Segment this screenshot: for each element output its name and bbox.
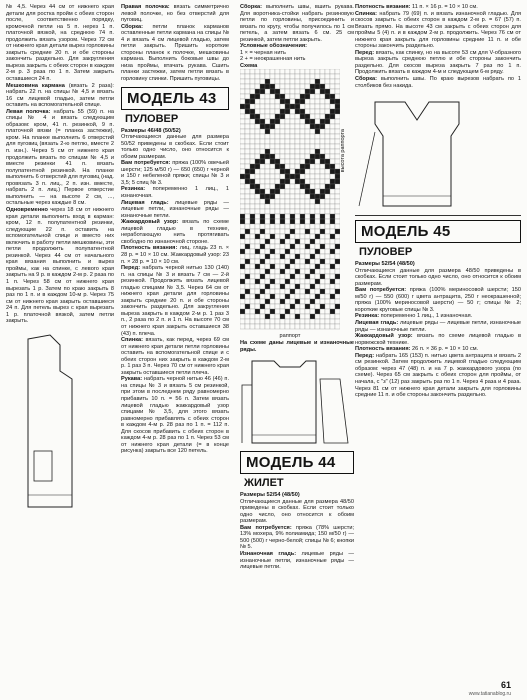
column-3 xyxy=(240,4,354,694)
col4-heading: Сборка: xyxy=(355,76,378,83)
column-2 xyxy=(121,4,229,694)
col3-text: выполнить швы, вшить рукава. Для воротника-стойки набрать резиновую петли по горловины, присоединить и вязать по кругу, чтобы получилось по 1 см петель, а затем вязать 6 см. 25 см резинкой, затем петли закрыть. xyxy=(240,4,354,43)
model-45-title: МОДЕЛЬ 45 xyxy=(355,220,521,243)
col4-heading: Жаккардовый узор: xyxy=(355,333,413,340)
col4-heading: Спинка: xyxy=(355,10,378,17)
col4-text: лицевые ряды — лицевые петли, изнаночные ряды — изнаночные петли. xyxy=(355,320,521,333)
model-44-subtitle: ЖИЛЕТ xyxy=(244,477,284,490)
col1-text: (вязать 2 раза): набрать 22 п. на спицы № 4,5 и вязать 16 см лицевой гладью, затем петли оставить на вспомогательной спице. xyxy=(6,82,114,109)
col2-text: лиц. гладь 23 п. × 28 р. = 10 × 10 см. Жаккардовый узор: 23 п. × 28 р. = 10 × 10 см. xyxy=(121,245,229,265)
col4-text: набрать 165 (153) п. нитью цвета антрацита и вязать 2 см резинкой. Затем продолжить лицевой гладью следующим образом: через 47 (48) п. и на 7 р. жаккардового узора (по схеме). Через 65 см закрыть с обеих сторон для проймы, от начала, с "з" (12) раз закрыть раз по 1 п. Через 4 раза и 4 раза. Через 81 см от нижнего края детали закрыть для горловины средние 11 п. и обе стороны закончить раздельно. xyxy=(355,352,521,399)
model-45-subtitle: ПУЛОВЕР xyxy=(359,246,413,259)
col4-text: Отличающиеся данные для размера 48/50 приведены в скобках. Если стоит только одно число, оно относится к обоим размерам. xyxy=(355,267,521,287)
col2-heading: Перед: xyxy=(121,265,141,272)
col2-text: лицевые ряды — лицевые петли, изнаночные ряды — изнаночные петли. xyxy=(121,199,229,219)
pattern-sketch-sweater xyxy=(240,355,350,447)
col4-heading: Плотность вязания: xyxy=(355,346,411,353)
col2-heading: Лицевая гладь: xyxy=(121,199,169,206)
col1-text: набрать 55 (59) п. на спицы № 4 и вязать следующим образом: кром, 41 п. резинкой, 9 п. платочной вязки (= планка застежки), кром. На планке выполнить 6 отверстий для пуговиц (вязать 2-ю петлю, вместе 2 п. изн.). Через 5 см от нижнего края продолжить вязать по спицам № 4,5 и вместе резинки 41 п. вязать полупатентной резинкой. На планке выполнить 6 отверстий для пуговиц (над. провязать 3 п. лиц., 2 п. изн. вместе, набрать 2 п. лиц.) Первое отверстие выполнить — на высоте 2 см, ..., остальные через каждые 8 см. xyxy=(6,108,114,207)
col1-text: через 18 см от нижнего края детали выполнить вход в карман: кром, 12 п. полупатентной резинки, следующие 22 п. оставить на вспомогательной спице и вместо них включить в работу петли мешковины, эти петли продолжить полупатентной резинкой. Через 44 см от начального края вязания выполнить и вырез проймы, как на спинке, с левого края закрыть на 9 р. в каждом 2-м р. 2 раза по 1 п. Через 58 см от нижнего края вырезать 1 р. Затем по краю закрыть 8 раз по 1 п. и в каждом 10-м р. Через 75 см от нижнего края закрыть оставшиеся 24 п. Для петель вырез с края вырезать 1 р. платочной вязкой, затем петли закрыть. xyxy=(6,206,114,325)
legend-title: Условные обозначения: xyxy=(240,43,308,50)
col2-text: вязать, как перед, через 69 см от нижнего края детали петли горловины оставить на вспомогательной спице и с обеих сторон них закрыть в каждом 2-м р. 1 раз 3 п. Через 70 см от нижнего края закрыть оставшиеся петли плеча. xyxy=(121,337,229,376)
col2-text: набрать черной нитью 46 (46) п. на спицы № 3 и вязать 5 см резинкой, при этом в последнем ряду равномерно прибавить 10 п. = 56 п. Затем вязать лицевой гладью жаккардовый узор спицами № 3,5, для этого вязать равномерно прибавлять с обеих сторон в каждом 4-м р. 28 раз по 1 п. = 112 п. Для скосов прибавить с обеих сторон в каждом 4-м р. 28 раз по 1 п. Через 53 см от нижнего края детали (= в конце рисунка) закрыть все 120 петель. xyxy=(121,376,229,455)
col4-heading: Резинка: xyxy=(355,313,380,320)
col2-text: Отличающиеся данные для размера 50/52 приведены в скобках. Если стоит только одно число, оно относится к обоим размерам. xyxy=(121,134,229,160)
knit-chart xyxy=(240,69,340,331)
col2-heading: Плотность вязания: xyxy=(121,245,178,252)
rapport-horizontal-label: раппорт xyxy=(279,333,301,340)
knit-chart-wrap xyxy=(240,69,354,337)
col1-heading: Левая полочка: xyxy=(6,108,51,115)
col4-text: выполнить швы. По краю вырезов набрать по 1 столбиков без накида. xyxy=(355,76,521,89)
legend-black: 1 × = черная нить xyxy=(240,49,286,56)
site-watermark: www.tatianablog.ru xyxy=(468,691,511,697)
col4-heading: Вам потребуется: xyxy=(355,287,407,294)
col1-heading: Мешковина кармана xyxy=(6,82,65,89)
col3-text: Отличающиеся данные для размера 48/50 приведены в скобках. Если стоит только одно число, оно относится к обоим размерам. xyxy=(240,498,354,525)
col3-heading: Вам потребуется: xyxy=(240,524,292,531)
column-4 xyxy=(355,4,521,694)
col4-text: вязать по схеме лицевой гладью в норвежской технике. xyxy=(355,333,521,346)
col3-text: пряжа (78% шерсти; 13% мохера, 9% полиамида; 150 м/50 г) — 500 (500) г черно-белой; спицы № 6; кнопки № 5. xyxy=(240,524,354,551)
col4-text: 11 п. × 16 р. = 10 × 10 см. xyxy=(412,4,478,10)
legend-natural: 2 + = неокрашенная нить xyxy=(240,56,306,63)
col3-text: лицевые ряды — изнаночные петли, изнаночные ряды — лицевые петли. xyxy=(240,551,354,571)
model-43-title: МОДЕЛЬ 43 xyxy=(121,87,229,110)
divider xyxy=(355,215,521,216)
col4-heading: Перед: xyxy=(355,49,375,56)
page-number: 61 xyxy=(500,680,511,690)
knit-chart-grid xyxy=(240,69,340,329)
col4-text: пряжа (100% мериносовой шерсти; 150 м/50 г) — 550 (600) г цвета антрацита, 250 г неокрашенной; пряжа (100% мериносовой шерсти) — 50 г; спицы № 2; короткие круговые спицы № 3. xyxy=(355,287,521,313)
col4-heading: Плотность вязания: xyxy=(355,4,411,10)
col2-text: попеременно 1 лиц., 1 изнаночная. xyxy=(121,186,229,200)
col2-text: пряжа (100% овечьей шерсти; 125 м/50 г) — 650 (650) г черной и 150 г небеленой пряжи; спицы № 3 и 3,5; 5 спиц № 3. xyxy=(121,160,229,186)
col3-heading: Сборка: xyxy=(240,4,263,10)
col2-heading: Сборка: xyxy=(121,23,144,30)
col4-text: вязать, как спинку, но на высоте 53 см для V-образного выреза закрыть среднюю петлю и обе стороны закончить раздельно. Для скосов выреза закрыть 7 раз по 1 п. Продолжить вязать в каждом 4-м и следующем 6-м ряду. xyxy=(355,49,521,76)
chart-caption: На схеме даны лицевые и изнаночные ряды. xyxy=(240,340,354,353)
col2-text: вязать по схеме лицевой гладью в технике, неработающую нить протягивать свободно по изнаночной стороне. xyxy=(121,219,229,245)
col2-text: набрать черной нитью 130 (140) п. на спицы № 3 и вязать 7 см — 2-й резинкой. Продолжить вязать лицевой гладью спицами № 3,5. Через 64 см от нижнего края детали для горловины закрыть средние 20 п. и обе стороны закончить раздельно. Для закругления выреза закрыть в каждом 2-м р. 1 раз 3 п., 2 раза по 2 п. и 1 п. На высоте 70 см от нижнего края закрыть оставшиеся 38 (43) п. плеча. xyxy=(121,265,229,337)
col4-text: 26 п. × 36 р. = 10 × 10 см. xyxy=(412,346,479,353)
col2-text: петли планок карманов оставленные петли кармана на спицы № 4 и вязать 4 см лицевой гладью, затем петли закрыть. Пришить короткие стороны планок к полочке, мешковины кармана. Выполнить боковые швы до низа проймы, втачать рукава. Сшить планки застежки, затем петли вязать в горловину спинки. Пришить пуговицы. xyxy=(121,23,229,83)
col2-heading: Резинка: xyxy=(121,186,146,193)
rapport-vertical-label: высота раппорта xyxy=(340,129,346,173)
chart-title: Схема xyxy=(240,62,258,69)
col3-heading: Изнаночная гладь: xyxy=(240,551,297,558)
model-43-sizes: Размеры 46/48 (50/52) xyxy=(121,127,181,134)
col2-heading: Вам потребуется: xyxy=(121,160,171,167)
model-44-sizes: Размеры 52/54 (48/50) xyxy=(240,492,300,499)
column-1 xyxy=(6,4,114,694)
col4-heading: Лицевая гладь: xyxy=(355,320,399,327)
pattern-sketch-left-front xyxy=(20,331,90,511)
model-44-title: МОДЕЛЬ 44 xyxy=(240,451,354,474)
model-45-sizes: Размеры 52/54 (48/50) xyxy=(355,261,415,268)
col2-heading: Рукава: xyxy=(121,376,143,383)
pattern-sketch-vest xyxy=(355,92,515,212)
col2-text: вязать симметрично левой полочке, но без отверстий для пуговиц. xyxy=(121,4,229,24)
col1-heading: Одновременно xyxy=(6,206,48,213)
col2-heading: Спинка: xyxy=(121,337,144,344)
col4-text: попеременно 1 лиц., 1 изнаночная. xyxy=(380,313,473,320)
col2-heading: Жаккардовый узор: xyxy=(121,219,179,226)
col1-text: № 4,5. Через 44 см от нижнего края детали для ростка пройм с обеих сторон после, соответственно порядку, кромочной петли на 5 п. нерез 1 п. платочной вязкой, на среднюю 74 п. продолжить вязать узором. Через 72 см от нижнего края детали вырез горловины закрыть средние 20 п. и обе стороны закончить раздельно. Для закругления выреза закрыть с обеих сторон в каждом 2-м р. 3 раза по 1 п. Затем закрыть оставшиеся 24 п. xyxy=(6,4,114,83)
col4-text: набрать 79 (69) п. и вязать изнаночной гладью. Для скосов закрыть с обеих сторон в каждом 2-м р. = 67 (57) п. Вязать прямо. На высоте 43 см закрыть с обеих сторон для проймы 5 (4) п. и в каждом 2-м р. продолжить. Через 76 см от нижнего края закрыть для горловины средние 11 п. и обе стороны закончить раздельно. xyxy=(355,10,521,50)
col2-heading: Правая полочка: xyxy=(121,4,170,10)
col4-heading: Перед: xyxy=(355,352,375,359)
model-43-subtitle: ПУЛОВЕР xyxy=(125,112,179,125)
